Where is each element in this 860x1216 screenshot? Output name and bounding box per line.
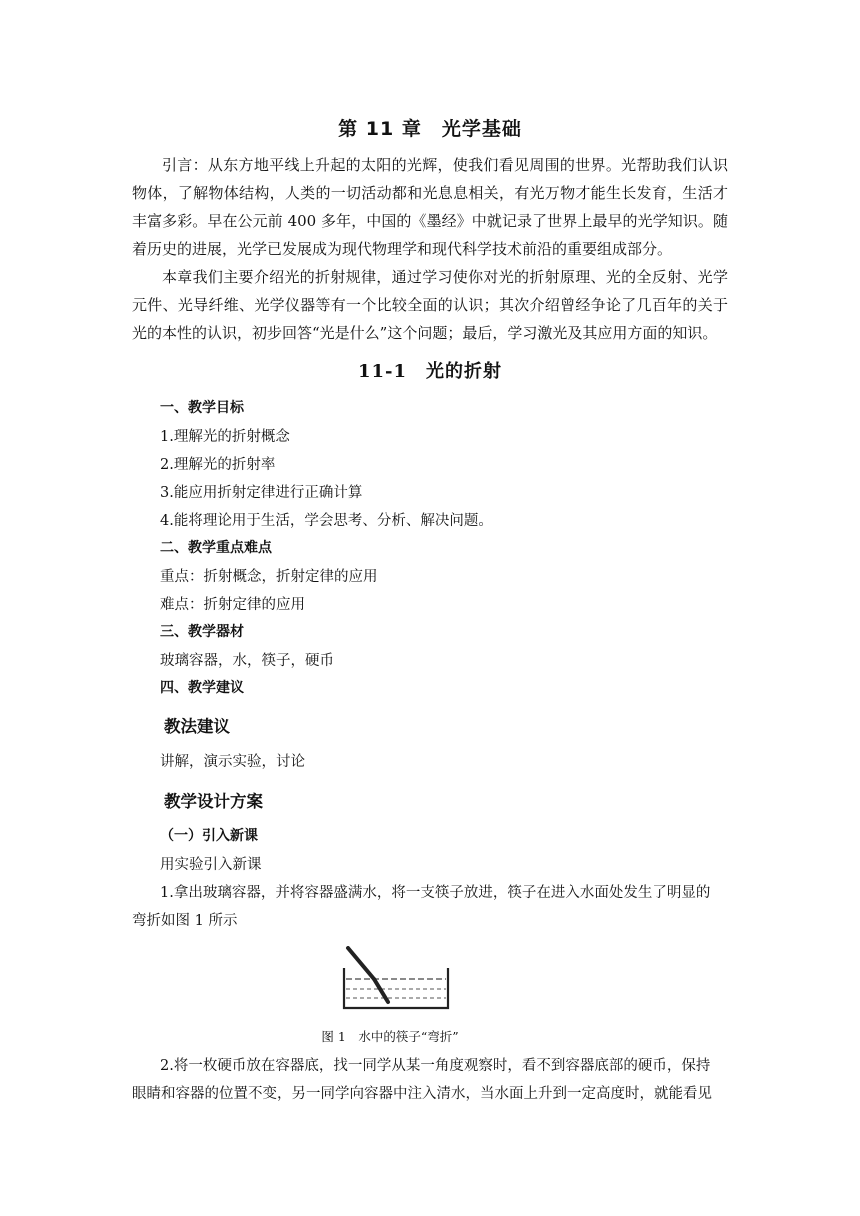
objective-item: 3.能应用折射定律进行正确计算: [160, 485, 363, 501]
chapter-title: 第 11 章 光学基础: [338, 118, 522, 140]
objective-item: 1.理解光的折射概念: [160, 429, 290, 445]
step1-line: 弯折如图 1 所示: [132, 913, 238, 929]
heading-intro: （一）引入新课: [160, 828, 258, 844]
step1-line: 1.拿出玻璃容器，并将容器盛满水，将一支筷子放进，筷子在进入水面处发生了明显的: [160, 885, 711, 901]
step2-line: 眼睛和容器的位置不变，另一同学向容器中注入清水，当水面上升到一定高度时，就能看见: [132, 1086, 712, 1102]
section-title: 11-1 光的折射: [357, 361, 503, 382]
intro-line: 用实验引入新课: [160, 857, 262, 873]
heading-suggestions: 四、教学建议: [160, 680, 244, 696]
figure-caption: 图 1 水中的筷子“弯折”: [321, 1029, 459, 1044]
equipment-list: 玻璃容器，水，筷子，硬币: [160, 653, 334, 669]
heading-method: 教法建议: [164, 717, 230, 736]
chopstick-above-water: [348, 948, 374, 979]
step2-line: 2.将一枚硬币放在容器底，找一同学从某一角度观察时，看不到容器底部的硬币，保持: [160, 1058, 711, 1074]
difficulty: 难点：折射定律的应用: [160, 597, 305, 613]
chopstick-in-water-figure: [338, 946, 454, 1016]
heading-key-points: 二、教学重点难点: [160, 540, 272, 556]
heading-equipment: 三、教学器材: [160, 624, 244, 640]
key-point: 重点：折射概念，折射定律的应用: [160, 569, 378, 585]
heading-design: 教学设计方案: [164, 792, 263, 811]
objective-item: 4.能将理论用于生活，学会思考、分析、解决问题。: [160, 513, 493, 529]
method-text: 讲解，演示实验，讨论: [160, 754, 305, 770]
glass-container: [344, 968, 448, 1008]
objective-item: 2.理解光的折射率: [160, 457, 276, 473]
chapter-overview-paragraph: 本章我们主要介绍光的折射规律，通过学习使你对光的折射原理、光的全反射、光学元件、光导纤维、光学仪器等有一个比较全面的认识；其次介绍曾经争论了几百年的关于光的本性的认识，初步回答“光是什么”这个问题；最后，学习激光及其应用方面的知识。: [132, 268, 728, 342]
intro-paragraph: 引言：从东方地平线上升起的太阳的光辉，使我们看见周围的世界。光帮助我们认识物体，了解物体结构，人类的一切活动都和光息息相关，有光万物才能生长发育，生活才丰富多彩。早在公元前 400 多年，中国的《墨经》中就记录了世界上最早的光学知识。随着历史的进展，光学已发展成为现代物理学和现代科学技术前沿的重要组成部分。: [132, 156, 728, 258]
chopstick-below-water: [374, 979, 388, 1002]
heading-objectives: 一、教学目标: [160, 400, 244, 416]
